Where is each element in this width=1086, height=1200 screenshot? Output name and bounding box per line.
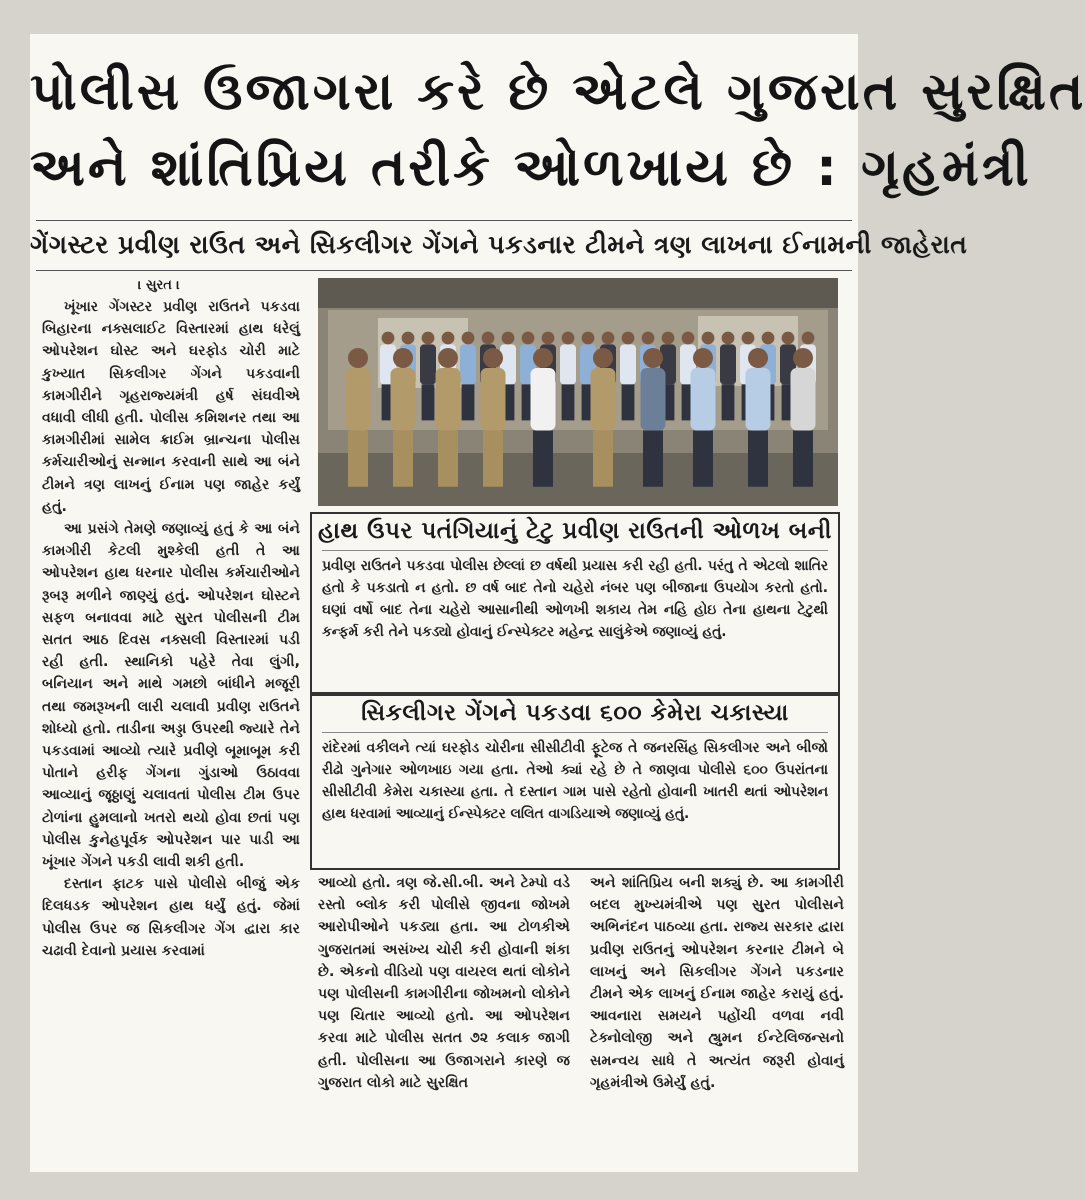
person-silhouette bbox=[746, 348, 771, 487]
paragraph: અને શાંતિપ્રિય બની શક્યું છે. આ કામગીરી બદલ મુખ્યમંત્રીએ પણ સુરત પોલીસને અભિનંદન પાઠવ્યા હતા. રાજ્ય સરકાર દ્વારા પ્રવીણ રાઉતનું ઓપરેશન કરનાર ટીમને બે લાખનું અને સિકલીગર ગેંગને પકડનાર ટીમને એક લાખનું ઈનામ જાહેર કરાયું હતું. આવનારા સમયને પહોંચી વળવા નવી ટેક્નોલોજી અને હ્યુમન ઈન્ટેલિજન્સનો સમન્વય સાધે તે અત્યંત જરૂરી હોવાનું ગૃહમંત્રીએ ઉમેર્યું હતું. bbox=[590, 875, 844, 1091]
dateline: । સુરત । bbox=[138, 278, 180, 293]
sidebar-box-cameras bbox=[310, 694, 840, 870]
person-silhouette bbox=[346, 348, 371, 487]
box-body: રાંદેરમાં વકીલને ત્યાં ઘરફોડ ચોરીના સીસીટીવી ફૂટેજ તે જનરસિંહ સિકલીગર અને બીજો રીઢો ગુનેગાર ઓળખાઇ ગયા હતા. તેઓ ક્યાં રહે છે તે જાણવા પોલીસે ૬૦૦ ઉપરાંતના સીસીટીવી કેમેરા ચકાસ્યા હતા. તે દસ્તાન ગામ પાસે રહેતો હોવાની ખાતરી થતાં ઓપરેશન હાથ ધરવામાં આવ્યાનું ઈન્સ્પેક્ટર લલિત વાગડિયાએ જણાવ્યું હતું. bbox=[322, 732, 828, 825]
box-body: પ્રવીણ રાઉતને પકડવા પોલીસ છેલ્લાં છ વર્ષથી પ્રયાસ કરી રહી હતી. પરંતુ તે એટલો શાતિર હતો કે પકડાતો ન હતો. છ વર્ષ બાદ તેનો ચહેરો નંબર પણ બીજાના ઉપયોગ કરતો હતો. ઘણાં વર્ષો બાદ તેના ચહેરો આસાનીથી ઓળખી શકાય તેમ નહિ હોઇ તેના હાથના ટેટુથી કન્ફર્મ કરી તેને પકડ્યો હોવાનું ઈન્સ્પેક્ટર મહેન્દ્ર સાલુંકેએ જણાવ્યું હતું. bbox=[322, 550, 828, 643]
newspaper-page bbox=[30, 34, 1086, 1172]
person-silhouette bbox=[591, 348, 616, 487]
headline-line-1: પોલીસ ઉજાગરા કરે છે એટલે ગુજરાત સુરક્ષિત bbox=[30, 62, 1086, 122]
person-silhouette bbox=[531, 348, 556, 487]
person-silhouette bbox=[420, 332, 436, 421]
subheadline: ગેંગસ્ટર પ્રવીણ રાઉત અને સિકલીગર ગેંગને પકડનાર ટીમને ત્રણ લાખના ઈનામની જાહેરાત bbox=[30, 230, 968, 259]
box-title: હાથ ઉપર પતંગિયાનું ટેટુ પ્રવીણ રાઉતની ઓળખ બની bbox=[318, 518, 832, 544]
box-title: સિકલીગર ગેંગને પકડવા ૬૦૦ કેમેરા ચકાસ્યા bbox=[361, 700, 789, 726]
headline-line-2: અને શાંતિપ્રિય તરીકે ઓળખાય છે : ગૃહમંત્રી bbox=[30, 138, 1032, 198]
divider-top bbox=[36, 220, 852, 221]
article-column-1 bbox=[42, 296, 300, 1166]
paragraph: આવ્યો હતો. ત્રણ જે.સી.બી. અને ટેમ્પો વડે રસ્તો બ્લોક કરી પોલીસે જીવના જોખમે આરોપીઓને પકડ્યા હતા. આ ટોળકીએ ગુજરાતમાં અસંખ્ય ચોરી કરી હોવાની શંકા છે. એકનો વીડિયો પણ વાયરલ થતાં લોકોને પણ પોલીસની કામગીરીના જોખમનો લોકોને પણ ચિતાર આવ્યો હતો. આ ઓપરેશન કરવા માટે પોલીસ સતત ૭૨ કલાક જાગી હતી. પોલીસના આ ઉજાગરાને કારણે જ ગુજરાત લોકો માટે સુરક્ષિત bbox=[318, 875, 570, 1091]
sidebar-box-tattoo bbox=[310, 512, 840, 694]
article-column-2 bbox=[318, 872, 570, 1164]
person-silhouette bbox=[391, 348, 416, 487]
paragraph: દસ્તાન ફાટક પાસે પોલીસે બીજું એક દિલધડક ઓપરેશન હાથ ધર્યું હતું. જેમાં પોલીસ ઉપર જ સિકલીગર ગેંગ દ્વારા કાર ચઢાવી દેવાનો પ્રયાસ કરવામાં bbox=[42, 876, 300, 959]
person-silhouette bbox=[481, 348, 506, 487]
person-silhouette bbox=[791, 348, 816, 487]
group-photo bbox=[318, 278, 838, 506]
person-silhouette bbox=[560, 332, 576, 421]
person-silhouette bbox=[720, 332, 736, 421]
person-silhouette bbox=[460, 332, 476, 421]
article-column-3 bbox=[590, 872, 844, 1164]
paragraph: ખૂંખાર ગેંગસ્ટર પ્રવીણ રાઉતને પકડવા બિહારના નક્સલાઈટ વિસ્તારમાં હાથ ધરેલું ઓપરેશન ઘોસ્ટ અને ઘરફોડ ચોરી માટે કુખ્યાત સિકલીગર ગેંગને પકડવાની કામગીરીને ગૃહરાજ્યમંત્રી હર્ષ સંઘવીએ વધાવી લીધી હતી. પોલીસ કમિશનર તથા આ કામગીરીમાં સામેલ ક્રાઈમ બ્રાન્ચના પોલીસ કર્મચારીઓનું સન્માન કરવાની સાથે આ બંને ટીમને ત્રણ લાખનું ઈનામ પણ જાહેર કર્યું હતું. bbox=[42, 299, 300, 515]
person-silhouette bbox=[641, 348, 666, 487]
divider-bottom bbox=[36, 270, 852, 271]
group-photo-illustration bbox=[318, 278, 838, 506]
person-silhouette bbox=[620, 332, 636, 421]
paragraph: આ પ્રસંગે તેમણે જણાવ્યું હતું કે આ બંને કામગીરી કેટલી મુશ્કેલી હતી તે આ ઓપરેશન હાથ ધરનાર પોલીસ કર્મચારીઓને રૂબરૂ મળીને જાણ્યું હતું. ઓપરેશન ઘોસ્ટને સફળ બનાવવા માટે સુરત પોલીસની ટીમ સતત આઠ દિવસ નક્સલી વિસ્તારમાં પડી રહી હતી. સ્થાનિકો પહેરે તેવા લુંગી, બનિયાન અને માથે ગમછો બાંધીને મજૂરી તથા જમરૂખની લારી ચલાવી પ્રવીણ રાઉતને શોધ્યો હતો. તાડીના અડ્ડા ઉપરથી જ્યારે તેને પકડવામાં આવ્યો ત્યારે પ્રવીણે બૂમાબૂમ કરી પોતાને હરીફ ગેંગના ગુંડાઓ ઉઠાવવા આવ્યાનું જૂઠ્ઠાણું ચલાવતાં પોલીસ ટીમ ઉપર ટોળાંના હુમલાનો ખતરો થયો હોવા છતાં પણ પોલીસ કુનેહપૂર્વક ઓપરેશન પાર પાડી આ ખૂંખાર ગેંગને પકડી લાવી શકી હતી. bbox=[42, 521, 300, 871]
person-silhouette bbox=[436, 348, 461, 487]
person-silhouette bbox=[691, 348, 716, 487]
